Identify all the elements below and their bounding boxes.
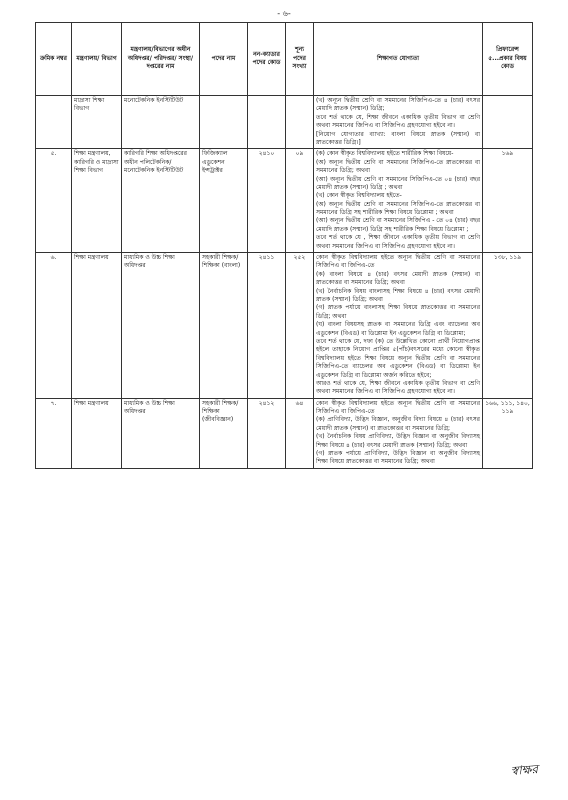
cell-vacancy: [286, 96, 314, 149]
cell-ministry: শিক্ষা মন্ত্রণালয়, কারিগরি ও মাদ্রাসা শিক্ষা বিভাগ: [72, 149, 122, 253]
header-dept: মন্ত্রণালয়/বিভাগের অধীন অধিদপ্তর/ পরিদপ্তর/ সংস্থা/ দপ্তরের নাম: [122, 23, 200, 96]
cell-serial: ৭.: [36, 398, 72, 468]
cell-post: সহকারী শিক্ষক/ শিক্ষিকা (বাংলা): [200, 253, 248, 399]
cell-qualification: [314, 398, 483, 468]
table-row: [36, 398, 533, 468]
cell-ministry: মাদ্রাসা শিক্ষা বিভাগ: [72, 96, 122, 149]
qualification-line: (গ) স্নাতক পর্যায়ে বাংলাসহ শিক্ষা বিষয়ে স্নাতকোত্তর বা সমমানের ডিগ্রি; অথবা: [316, 304, 480, 320]
header-post: পদের নাম: [200, 23, 248, 96]
cell-vacancy: ০৯: [286, 149, 314, 253]
cell-dept: মাধ্যমিক ও উচ্চ শিক্ষা অধিদপ্তর: [122, 398, 200, 468]
qualification-line: (অ) অন্যূন দ্বিতীয় শ্রেণি বা সমমানের সিজিপিএ-তে স্নাতকোত্তর বা সমমানের ডিগ্রি সহ শারীরিক শিক্ষা বিষয়ে ডিপ্লোমা ; অথবা: [316, 200, 480, 217]
qualification-line: [নিয়োগ যোগ্যতার ব্যাখ্যা: বাংলা বিষয়ে স্নাতক (সম্মান) বা স্নাতকোত্তর ডিগ্রি।]: [316, 130, 480, 146]
page-number: - ৬-: [277, 9, 291, 18]
header-serial: ক্রমিক নম্বর: [36, 23, 72, 96]
header-noncadre: নন-ক্যাডার পদের কোড: [248, 23, 286, 96]
qualification-line: তবে শর্ত থাকে যে, শিক্ষা জীবনে একাধিক তৃতীয় বিভাগ বা শ্রেণি অথবা সমমানের জিপিএ বা সিজিপিএ গ্রহণযোগ্য হইবে না।: [316, 113, 480, 130]
header-subject: প্রিফারেন্স ৫...প্রকার বিষয় কোড: [483, 23, 533, 96]
cell-dept: মনোটেকনিক ইনস্টিটিউট: [122, 96, 200, 149]
cell-serial: ৫.: [36, 149, 72, 253]
qualification-line: (খ) কোন স্বীকৃত বিশ্ববিদ্যালয় হইতে-: [316, 192, 402, 200]
qualification-line: (ক) কোন স্বীকৃত বিশ্ববিদ্যালয় হইতে শারীরিক শিক্ষা বিষয়ে-: [316, 150, 454, 158]
cell-subject-code: ১৬৯: [483, 149, 533, 253]
qualification-line: আরও শর্ত থাকে যে, শিক্ষা জীবনে একাধিক তৃতীয় বিভাগ বা শ্রেণি অথবা সমমানের জিপিএ বা সিজিপিএ গ্রহণযোগ্য হইবে না।: [316, 379, 480, 396]
table-row: [36, 149, 533, 253]
qualification-line: (আ) অন্যূন দ্বিতীয় শ্রেণি বা সমমানের সিজিপিএ-তে ০৪ (চার) বছর মেয়াদী স্নাতক (সম্মান) ডিগ্রি ; অথবা: [316, 175, 480, 191]
cell-dept: কারিগরি শিক্ষা অধিদপ্তরের অধীন পলিটেকনিক/ মনোটেকনিক ইনস্টিটিউট: [122, 149, 200, 253]
header-vacancy: শূন্য পদের সংখ্যা: [286, 23, 314, 96]
table-row: [36, 96, 533, 149]
cell-dept: মাধ্যমিক ও উচ্চ শিক্ষা অধিদপ্তর: [122, 253, 200, 399]
cell-noncadre-code: [248, 96, 286, 149]
qualification-line: (আ) অন্যূন দ্বিতীয় শ্রেণি বা সমমানের সিজিপিএ - তে ০৪ (চার) বছর মেয়াদি স্নাতক (সম্মান) ডিগ্রি সহ শারীরিক শিক্ষা বিষয়ে ডিপ্লোমা ;: [316, 217, 480, 233]
cell-vacancy: ২৫২: [286, 253, 314, 399]
cell-subject-code: [483, 96, 533, 149]
qualification-line: (ক) বাংলা বিষয়ে ৪ (চার) বৎসর মেয়াদী স্নাতক (সম্মান) বা স্নাতকোত্তর বা সমমানের ডিগ্রি; অথবা: [316, 270, 480, 287]
qualification-line: তবে শর্ত থাকে যে, দফা (ক) তে উল্লেখিত কোনো প্রার্থী নিয়োগপ্রাপ্ত হইলে তাহাকে নিয়োগ প্রাপ্তির ৫(পাঁচ)বৎসরের মধ্যে কোনো স্বীকৃত বিশ্ববিদ্যালয় হইতে শিক্ষা বিষয়ে অন্যূন দ্বিতীয় শ্রেণি বা সমমানের সিজিপিএ-তে ব্যাচেলর অব এডুকেশন (বিএড) বা ডিপ্লোমা ইন এডুকেশন ডিগ্রি বা ডিপ্লোমা অর্জন করিতে হইবে;: [316, 337, 480, 379]
cell-post: সহকারী শিক্ষক/ শিক্ষিকা (জীববিজ্ঞান): [200, 398, 248, 468]
cell-qualification: [314, 149, 483, 253]
vacancy-table: [35, 22, 533, 469]
qualification-line: (খ) অন্যূন দ্বিতীয় শ্রেণি বা সমমানের সিজিপিএ-তে ৪ (চার) বৎসর মেয়াদি স্নাতক (সম্মান) ডিগ্রি;: [316, 97, 480, 113]
qualification-line: (ঘ) বাংলা বিষয়সহ স্নাতক বা সমমানের ডিগ্রি এবং ব্যাচেলর অব এডুকেশন (বিএড) বা ডিপ্লোমা ইন এডুকেশন ডিগ্রি বা ডিপ্লোমা;: [316, 321, 480, 337]
cell-noncadre-code: ২৪১১: [248, 253, 286, 399]
qualification-line: (অ) অন্যূন দ্বিতীয় শ্রেণি বা সমমানের সিজিপিএ-তে স্নাতকোত্তর বা সমমানের ডিগ্রি; অথবা: [316, 158, 480, 175]
cell-qualification: [314, 96, 483, 149]
qualification-line: কোন স্বীকৃত বিশ্ববিদ্যালয় হইতে অন্যূন দ্বিতীয় শ্রেণি বা সমমানের সিজিপিএ বা জিপিএ-তে: [316, 254, 480, 270]
cell-ministry: শিক্ষা মন্ত্রণালয়: [72, 253, 122, 399]
qualification-line: (গ) স্নাতক পর্যায়ে প্রাণিবিদ্যা, উদ্ভিদ বিজ্ঞান বা অনুজীব বিদ্যাসহ শিক্ষা বিষয়ে স্নাতকোত্তর বা সমমানের ডিগ্রি; অথবা: [316, 450, 480, 466]
cell-subject-code: ১৩৮, ১১৯: [483, 253, 533, 399]
cell-qualification: [314, 253, 483, 399]
cell-noncadre-code: ২৪১২: [248, 398, 286, 468]
cell-serial: ৬.: [36, 253, 72, 399]
qualification-line: কোন স্বীকৃত বিশ্ববিদ্যালয় হইতে অন্যূন দ্বিতীয় শ্রেণি বা সমমানের সিজিপিএ বা জিপিএ-তে: [316, 399, 480, 416]
cell-vacancy: ৬৪: [286, 398, 314, 468]
table-row: [36, 253, 533, 399]
cell-post: [200, 96, 248, 149]
table-header-row: [36, 23, 533, 96]
qualification-line: (খ) নৈর্বাচনিক বিষয় বাংলাসহ শিক্ষা বিষয়ে ৪ (চার) বৎসর মেয়াদী স্নাতক (সম্মান) ডিগ্রি; অথবা: [316, 287, 480, 303]
signature: স্বাক্ষর: [510, 762, 539, 778]
qualification-line: তবে শর্ত থাকে যে , শিক্ষা জীবনে একাধিক তৃতীয় বিভাগ বা শ্রেণি অথবা সমমানের জিপিএ বা সিজিপিএ গ্রহণযোগ্য হইবে না।: [316, 234, 480, 250]
header-qualification: শিক্ষাগত যোগ্যতা: [314, 23, 483, 96]
qualification-line: (খ) নৈর্বাচনিক বিষয় প্রাণিবিদ্যা, উদ্ভিদ বিজ্ঞান বা অনুজীব বিদ্যাসহ শিক্ষা বিষয়ে ৪ (চার) বৎসর মেয়াদী স্নাতক (সম্মান) ডিগ্রি; অথবা: [316, 433, 480, 449]
cell-noncadre-code: ২৪১০: [248, 149, 286, 253]
cell-serial: [36, 96, 72, 149]
header-ministry: মন্ত্রণালয়/ বিভাগ: [72, 23, 122, 96]
cell-subject-code: ১৬৬, ১১১, ১৪০, ১১৯: [483, 398, 533, 468]
cell-post: ফিজিক্যাল এডুকেশন ইন্সট্রাক্টর: [200, 149, 248, 253]
qualification-line: (ক) প্রাণিবিদ্যা, উদ্ভিদ বিজ্ঞান, অনুজীব বিদ্যা বিষয়ে ৪ (চার) বৎসর মেয়াদী স্নাতক (সম্মান) বা স্নাতকোত্তর বা সমমানের ডিগ্রি;: [316, 416, 480, 432]
cell-ministry: শিক্ষা মন্ত্রণালয়: [72, 398, 122, 468]
